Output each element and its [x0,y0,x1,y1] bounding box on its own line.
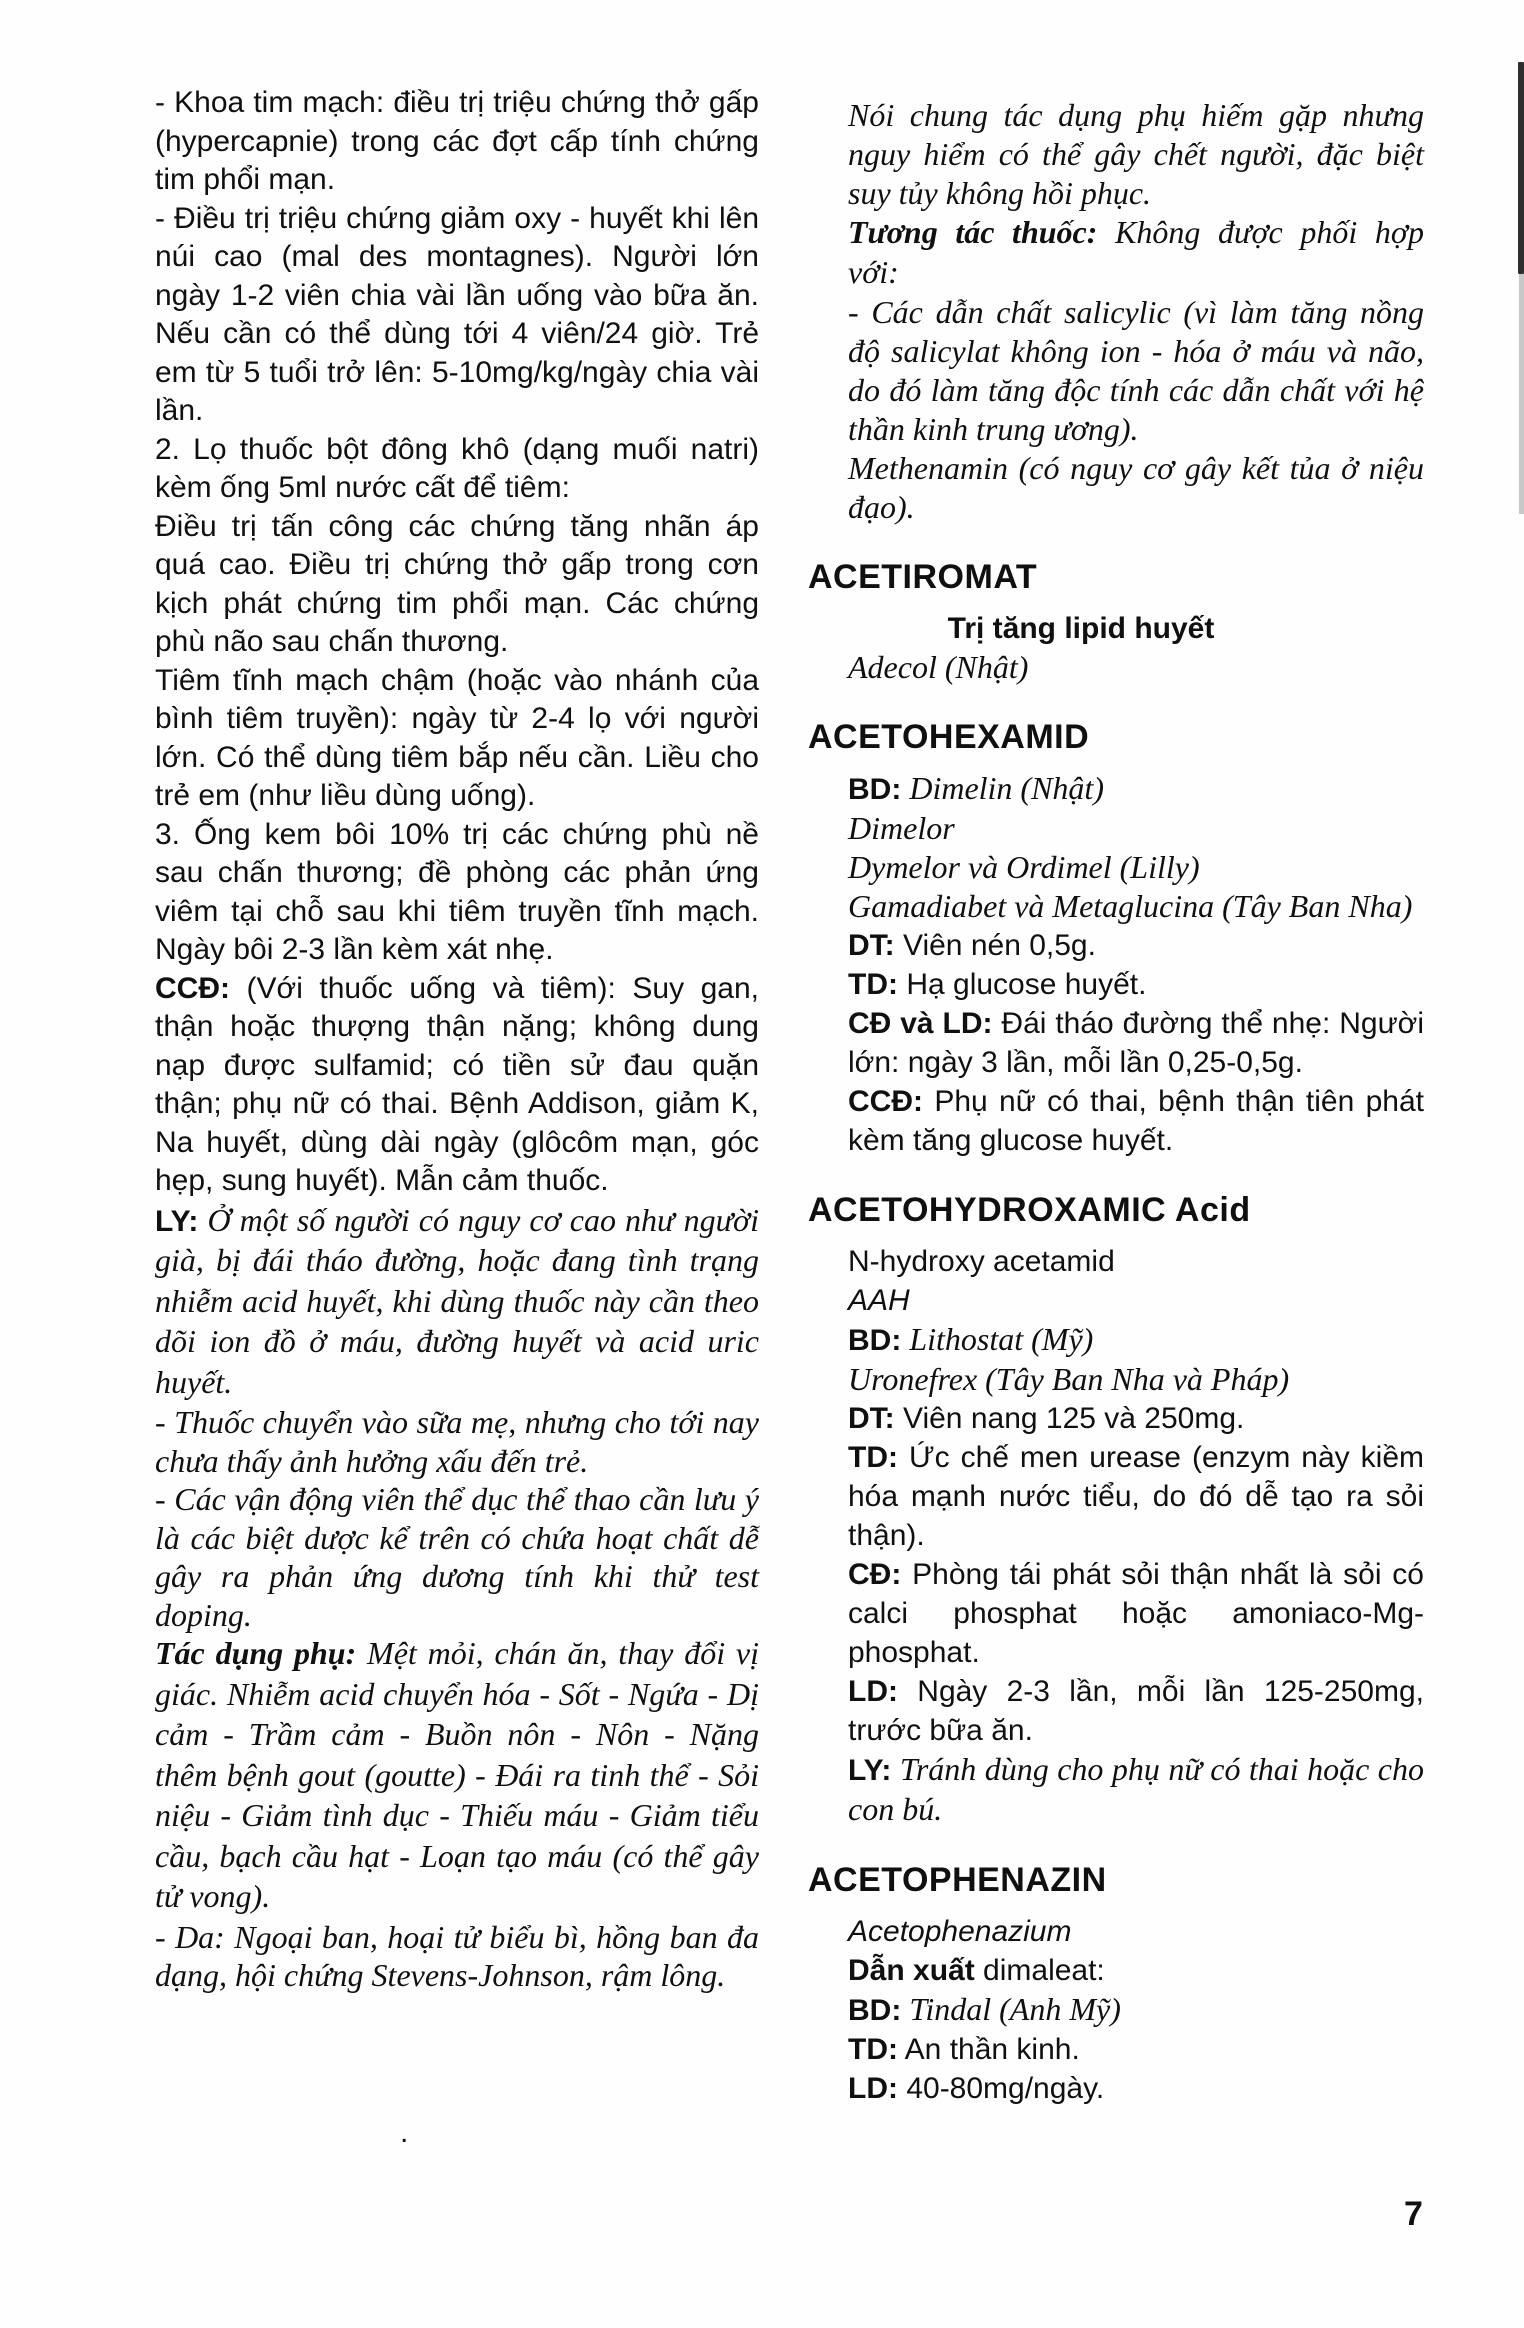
label-interactions: Tương tác thuốc: [848,214,1098,250]
text-td: An thần kinh. [897,2033,1080,2066]
label-cd-ld: CĐ và LD: [848,1007,993,1040]
paragraph-vial-form: 2. Lọ thuốc bột đông khô (dạng muối natri) kèm ống 5ml nước cất để tiêm: [155,432,759,504]
stray-dot-artifact: . [400,2116,409,2149]
brand-dimelin: Dimelin (Nhật) [901,770,1104,806]
paragraph-side-effects [155,1634,759,1918]
paragraph-attack-treatment: Điều trị tấn công các chứng tăng nhãn áp quá cao. Điều trị chứng thở gấp trong cơn kịch phát chứng tim phổi mạn. Các chứng phù não sau chấn thương. [155,509,759,658]
paragraph-iv-dosing: Tiêm tĩnh mạch chậm (hoặc vào nhánh của bình tiêm truyền): ngày từ 2-4 lọ với người lớn. Có thể dùng tiêm bắp nếu cần. Liều cho trẻ em (như liều dùng uống). [155,663,759,812]
label-ccd: CCĐ: [848,1085,923,1118]
left-column [155,84,759,1995]
brand-lithostat: Lithostat (Mỹ) [901,1321,1094,1357]
right-column [808,96,1424,2108]
drug-subtitle-lipid: Trị tăng lipid huyết [947,612,1215,645]
brand-uronefrex: Uronefrex (Tây Ban Nha và Pháp) [848,1361,1290,1397]
label-derivative: Dẫn xuất [848,1954,975,1987]
brand-dimelor: Dimelor [848,810,955,846]
entry-bd-tindal [848,1990,1424,2030]
brand-adecol: Adecol (Nhật) [848,649,1029,685]
drug-heading-acetohydroxamic: ACETOHYDROXAMIC Acid [808,1191,1251,1229]
text-ly: Ở một số người có nguy cơ cao như người già, bị đái tháo đường, hoặc đang tình trạng nhiễm acid huyết, khi dùng thuốc này cần theo dõi ion đồ ở máu, đường huyết và acid uric huyết. [155,1201,759,1400]
paragraph-cream-form: 3. Ống kem bôi 10% trị các chứng phù nề sau chấn thương; đề phòng các phản ứng viêm tại chỗ sau khi tiêm truyền tĩnh mạch. Ngày bôi 2-3 lần kèm xát nhẹ. [155,817,759,966]
text-cd-ld: Đái tháo đường thể nhẹ: Người lớn: ngày 3 lần, mỗi lần 0,25-0,5g. [848,1007,1424,1079]
label-cd: CĐ: [848,1558,902,1591]
paragraph-methenamin: Methenamin (có nguy cơ gây kết tủa ở niệu đạo). [848,450,1424,525]
text-td: Hạ glucose huyết. [897,968,1147,1001]
paragraph-drug-interactions [848,213,1424,293]
entry-dt-capsule [848,1399,1424,1438]
scan-edge-artifact-faint [1519,274,1524,514]
paragraph-ly-note [155,1201,759,1404]
entry-td-sedative [848,2030,1424,2069]
paragraph-general-warning: Nói chung tác dụng phụ hiếm gặp nhưng nguy hiểm có thể gây chết người, đặc biệt suy tủy không hồi phục. [848,97,1424,211]
drug-heading-acetophenazin: ACETOPHENAZIN [808,1861,1107,1899]
paragraph-breast-milk: - Thuốc chuyển vào sữa mẹ, nhưng cho tới nay chưa thấy ảnh hưởng xấu đến trẻ. [155,1404,759,1479]
text-derivative: dimaleat: [974,1954,1105,1987]
entry-ly-pregnancy [848,1750,1424,1830]
label-td: TD: [848,1441,898,1474]
label-bd: BD: [848,1994,902,2027]
brand-gamadiabet: Gamadiabet và Metaglucina (Tây Ban Nha) [848,888,1413,924]
label-dt: DT: [848,929,895,962]
label-bd: BD: [848,1324,902,1357]
label-td: TD: [848,2033,898,2066]
text-ld: 40-80mg/ngày. [897,2072,1105,2105]
paragraph-skin-effects: - Da: Ngoại ban, hoại tử biểu bì, hồng ban đa dạng, hội chứng Stevens-Johnson, rậm lông. [155,1918,759,1993]
entry-bd-lithostat [848,1320,1424,1360]
entry-td-urease [848,1438,1424,1555]
drug-heading-acetohexamid: ACETOHEXAMID [808,718,1090,756]
entry-td-glucose [848,965,1424,1004]
scan-edge-artifact [1518,62,1524,274]
entry-derivative [848,1951,1424,1990]
abbrev-aah: AAH [848,1284,910,1317]
label-ly: LY: [848,1754,892,1787]
entry-cd-ld [848,1004,1424,1082]
text-interactions: Không được phối hợp với: [848,214,1425,290]
label-ld: LD: [848,2072,898,2105]
paragraph-oxygen: - Điều trị triệu chứng giảm oxy - huyết khi lên núi cao (mal des montagnes). Người lớn ngày 1-2 viên chia vài lần uống vào bữa ăn. Nếu cần có thể dùng tới 4 viên/24 giờ. Trẻ em từ 5 tuổi trở lên: 5-10mg/kg/ngày chia vài lần. [155,201,759,427]
text-ly: Tránh dùng cho phụ nữ có thai hoặc cho con bú. [848,1751,1424,1827]
label-ld: LD: [848,1675,898,1708]
entry-ld-dose [848,1672,1424,1750]
text-ld: Ngày 2-3 lần, mỗi lần 125-250mg, trước bữa ăn. [848,1675,1424,1747]
paragraph-athletes-doping: - Các vận động viên thể dục thể thao cần lưu ý là các biệt dược kể trên có chứa hoạt chất dễ gây ra phản ứng dương tính khi thử test doping. [155,1481,759,1633]
chem-name-acetophenazium: Acetophenazium [848,1915,1072,1948]
text-ccd: Phụ nữ có thai, bệnh thận tiên phát kèm tăng glucose huyết. [848,1085,1424,1157]
text-dt: Viên nang 125 và 250mg. [894,1402,1245,1435]
label-ly: LY: [155,1204,199,1238]
label-dt: DT: [848,1402,895,1435]
brand-dymelor: Dymelor và Ordimel (Lilly) [848,849,1200,885]
paragraph-cardiology: - Khoa tim mạch: điều trị triệu chứng thở gấp (hypercapnie) trong các đợt cấp tính chứng tim phổi mạn. [155,86,759,196]
text-side-effects: Mệt mỏi, chán ăn, thay đổi vị giác. Nhiễm acid chuyển hóa - Sốt - Ngứa - Dị cảm - Trầm cảm - Buồn nôn - Nôn - Nặng thêm bệnh gout (goutte) - Đái ra tinh thể - Sỏi niệu - Giảm tình dục - Thiếu máu - Giảm tiểu cầu, bạch cầu hạt - Loạn tạo máu (có thể gây tử vong). [155,1635,760,1914]
paragraph-contraindications [155,970,759,1201]
drug-heading-acetiromat: ACETIROMAT [808,558,1038,596]
entry-ld-daily-dose [848,2069,1424,2108]
label-bd: BD: [848,773,902,806]
paragraph-salicylic: - Các dẫn chất salicylic (vì làm tăng nồng độ salicylat không ion - hóa ở máu và não, do đó làm tăng độc tính các dẫn chất với hệ thần kinh trung ương). [848,294,1424,447]
entry-dt-tablet [848,926,1424,965]
text-cd: Phòng tái phát sỏi thận nhất là sỏi có calci phosphat hoặc amoniaco-Mg-phosphat. [848,1558,1424,1669]
brand-tindal: Tindal (Anh Mỹ) [901,1991,1121,2027]
text-ccd: (Với thuốc uống và tiêm): Suy gan, thận hoặc thượng thận nặng; không dung nạp được sulfamid; có tiền sử đau quặn thận; phụ nữ có thai. Bệnh Addison, giảm K, Na huyết, dùng dài ngày (glôcôm mạn, góc hẹp, sung huyết). Mẫn cảm thuốc. [155,971,759,1197]
entry-ccd-pregnancy [848,1082,1424,1160]
text-dt: Viên nén 0,5g. [894,929,1096,962]
page-number: 7 [1404,2195,1423,2233]
label-ccd: CCĐ: [155,971,230,1005]
entry-bd-dimelin [848,769,1424,809]
text-td: Ức chế men urease (enzym này kiềm hóa mạnh nước tiểu, do đó dễ tạo ra sỏi thận). [848,1441,1424,1552]
label-td: TD: [848,968,898,1001]
label-side-effects: Tác dụng phụ: [155,1635,357,1671]
chem-name-nhydroxy: N-hydroxy acetamid [848,1245,1115,1278]
entry-cd-stones [848,1555,1424,1672]
